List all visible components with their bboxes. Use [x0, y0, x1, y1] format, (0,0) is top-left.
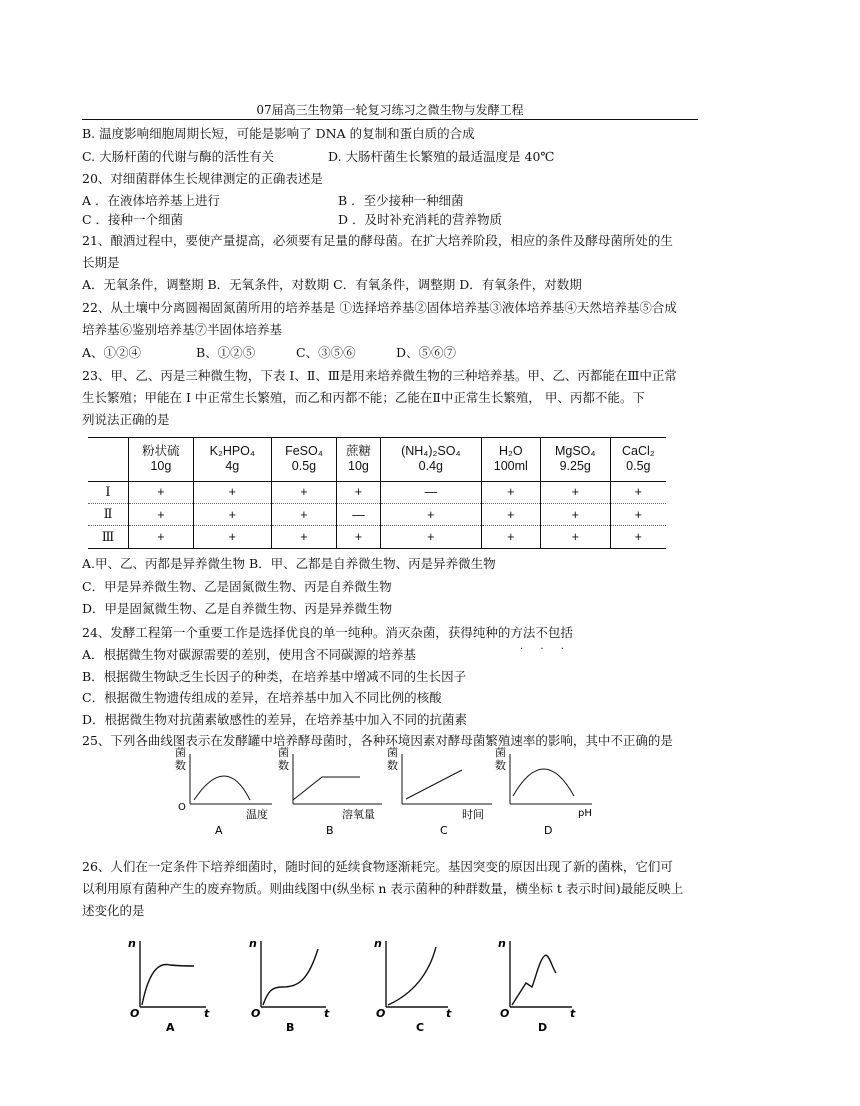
origin-label: O [251, 1007, 261, 1020]
q26-panel-d [498, 937, 576, 1034]
x-axis-label: pH [578, 808, 592, 819]
q24-option-d: D．根据微生物对抗菌素敏感性的差异，在培养基中加入不同的抗菌素 [82, 712, 468, 727]
panel-letter: D [544, 824, 553, 837]
table-header: 粉状硫 10g [129, 438, 194, 482]
q26-stem-2: 以利用原有菌种产生的废弃物质。则曲线图中(纵坐标 n 表示菌种的种群数量，横坐标 t 表示时间)最能反映上 [82, 881, 684, 896]
q21-stem-2: 长期是 [82, 255, 120, 270]
table-row [88, 526, 666, 549]
y-axis-label: 菌 [278, 746, 289, 759]
x-axis-label: t [446, 1007, 452, 1020]
table-cell: + [337, 481, 381, 503]
q22-option-d: D、⑤⑥⑦ [396, 345, 457, 360]
table-cell: + [540, 526, 610, 549]
table-cell: + [193, 526, 271, 549]
page-header: 07届高三生物第一轮复习练习之微生物与发酵工程 [82, 102, 698, 120]
table-header-row [88, 438, 666, 482]
table-cell: + [610, 504, 666, 526]
q20-option-d: D ．及时补充消耗的营养物质 [338, 212, 502, 227]
emphasis-dots: · · · [520, 644, 571, 655]
origin-label: O [376, 1007, 386, 1020]
table-header: H₂O 100ml [481, 438, 540, 482]
table-header: (NH₄)₂SO₄ 0.4g [380, 438, 481, 482]
curve [263, 949, 318, 1005]
table-cell: + [481, 481, 540, 503]
table-header: MgSO₄ 9.25g [540, 438, 610, 482]
table-cell: + [337, 526, 381, 549]
y-axis-label: 菌 [175, 746, 186, 759]
q23-option-d: D．甲是固氮微生物、乙是自养微生物、丙是异养微生物 [82, 601, 393, 616]
x-axis-label: t [324, 1007, 330, 1020]
row-label: Ⅲ [88, 526, 129, 549]
q24-option-a: A．根据微生物对碳源需要的差别，使用含不同碳源的培养基 [82, 647, 417, 662]
panel-letter: C [416, 1021, 425, 1034]
y-axis-label: n [374, 937, 382, 950]
panel-letter: A [166, 1021, 175, 1034]
x-axis-label: t [204, 1007, 210, 1020]
q25-panel-b [278, 745, 382, 837]
q24-option-c: C．根据微生物遗传组成的差异，在培养基中加入不同比例的核酸 [82, 690, 442, 705]
q22-option-a: A、①②④ [82, 345, 142, 360]
y-axis-label: n [498, 937, 506, 950]
y-axis-label: 菌 [495, 746, 506, 759]
q26-panel-b [249, 937, 330, 1034]
q23-stem-1: 23、甲、乙、丙是三种微生物，下表 I、Ⅱ、Ⅲ是用来培养微生物的三种培养基。甲、乙、丙都能在Ⅲ中正常 [82, 368, 677, 383]
y-axis-label: 数 [387, 759, 398, 772]
table-cell: — [337, 504, 381, 526]
origin-label: O [178, 802, 186, 813]
table-cell: + [481, 526, 540, 549]
q21-stem-1: 21、酿酒过程中，要使产量提高，必须要有足量的酵母菌。在扩大培养阶段，相应的条件及酵母菌所处的生 [82, 233, 673, 248]
y-axis-label: 数 [175, 759, 186, 772]
q20-option-a: A ．在液体培养基上进行 [82, 193, 221, 208]
q22-option-b: B、①②⑤ [196, 345, 256, 360]
q19-option-d: D. 大肠杆菌生长繁殖的最适温度是 40℃ [328, 149, 555, 164]
table-cell: — [380, 481, 481, 503]
q26-panel-a [128, 937, 210, 1034]
q19-option-c: C. 大肠杆菌的代谢与酶的活性有关 [82, 149, 275, 164]
table-cell: + [540, 481, 610, 503]
curve [513, 769, 574, 796]
panel-letter: A [215, 824, 223, 837]
y-axis-label: 菌 [387, 746, 398, 759]
curve [406, 770, 462, 799]
table-corner [88, 438, 129, 482]
y-axis-label: n [128, 937, 136, 950]
q26-figure [120, 935, 590, 1035]
q26-stem-3: 述变化的是 [82, 903, 145, 918]
table-cell: + [380, 526, 481, 549]
table-row [88, 504, 666, 526]
q23-stem-2: 生长繁殖；甲能在 I 中正常生长繁殖，而乙和丙都不能；乙能在Ⅱ中正常生长繁殖， 甲、丙都不能。下 [82, 390, 645, 405]
table-cell: + [129, 526, 194, 549]
y-axis-label: n [249, 937, 257, 950]
table-cell: + [129, 481, 194, 503]
q25-figure [160, 744, 610, 844]
q19-option-b: B. 温度影响细胞周期长短，可能是影响了 DNA 的复制和蛋白质的合成 [82, 126, 475, 141]
table-cell: + [271, 481, 336, 503]
x-axis-label: 溶氧量 [342, 808, 375, 821]
curve [293, 777, 360, 800]
q20-stem: 20、对细菌群体生长规律测定的正确表述是 [82, 171, 323, 186]
q24-stem: 24、发酵工程第一个重要工作是选择优良的单一纯种。消灭杂菌，获得纯种的方法不包括 [82, 625, 573, 640]
table-row [88, 481, 666, 503]
panel-letter: B [326, 824, 334, 837]
q23-option-c: C．甲是异养微生物、乙是固氮微生物、丙是自养微生物 [82, 579, 392, 594]
q23-option-ab: A.甲、乙、丙都是异养微生物 B．甲、乙都是自养微生物、丙是异养微生物 [82, 556, 496, 571]
q25-panel-a [175, 745, 272, 837]
panel-letter: D [538, 1021, 548, 1034]
q22-option-c: C、③⑤⑥ [296, 345, 356, 360]
y-axis-label: 数 [278, 759, 289, 772]
q24-option-b: B．根据微生物缺乏生长因子的种类，在培养基中增减不同的生长因子 [82, 669, 467, 684]
q20-option-c: C ．接种一个细菌 [82, 212, 184, 227]
row-label: Ⅰ [88, 481, 129, 503]
x-axis-label: 温度 [246, 808, 268, 821]
table-header: FeSO₄ 0.5g [271, 438, 336, 482]
q25-panel-c [387, 745, 492, 837]
table-header: 蔗糖 10g [337, 438, 381, 482]
table-header: CaCl₂ 0.5g [610, 438, 666, 482]
medium-table [88, 437, 666, 549]
table-cell: + [129, 504, 194, 526]
table-cell: + [380, 504, 481, 526]
panel-letter: C [440, 824, 448, 837]
table-cell: + [271, 504, 336, 526]
q23-stem-3: 列说法正确的是 [82, 412, 170, 427]
table-cell: + [193, 504, 271, 526]
curve [388, 947, 436, 1005]
curve [512, 955, 556, 1005]
row-label: Ⅱ [88, 504, 129, 526]
q21-options: A．无氧条件，调整期 B．无氧条件，对数期 C．有氧条件，调整期 D．有氧条件，对数期 [82, 277, 582, 292]
q25-panel-d [495, 745, 592, 837]
x-axis-label: 时间 [462, 808, 484, 821]
y-axis-label: 数 [495, 759, 506, 772]
origin-label: O [500, 1007, 510, 1020]
table-cell: + [193, 481, 271, 503]
origin-label: O [130, 1007, 140, 1020]
q22-stem-2: 培养基⑥鉴别培养基⑦半固体培养基 [82, 322, 283, 337]
q26-panel-c [374, 937, 452, 1034]
curve [142, 964, 194, 1005]
table-cell: + [481, 504, 540, 526]
q25-stem: 25、下列各曲线图表示在发酵罐中培养酵母菌时，各种环境因素对酵母菌繁殖速率的影响，其中不正确的是 [82, 733, 673, 748]
panel-letter: B [286, 1021, 295, 1034]
table-cell: + [540, 504, 610, 526]
table-cell: + [610, 481, 666, 503]
x-axis-label: t [570, 1007, 576, 1020]
q22-stem-1: 22、从土壤中分离圆褐固氮菌所用的培养基是 ①选择培养基②固体培养基③液体培养基④天然培养基⑤合成 [82, 300, 677, 315]
table-cell: + [271, 526, 336, 549]
curve [194, 776, 250, 800]
table-cell: + [610, 526, 666, 549]
q26-stem-1: 26、人们在一定条件下培养细菌时，随时间的延续食物逐渐耗完。基因突变的原因出现了新的菌株，它们可 [82, 859, 673, 874]
table-header: K₂HPO₄ 4g [193, 438, 271, 482]
q20-option-b: B ．至少接种一种细菌 [338, 193, 464, 208]
